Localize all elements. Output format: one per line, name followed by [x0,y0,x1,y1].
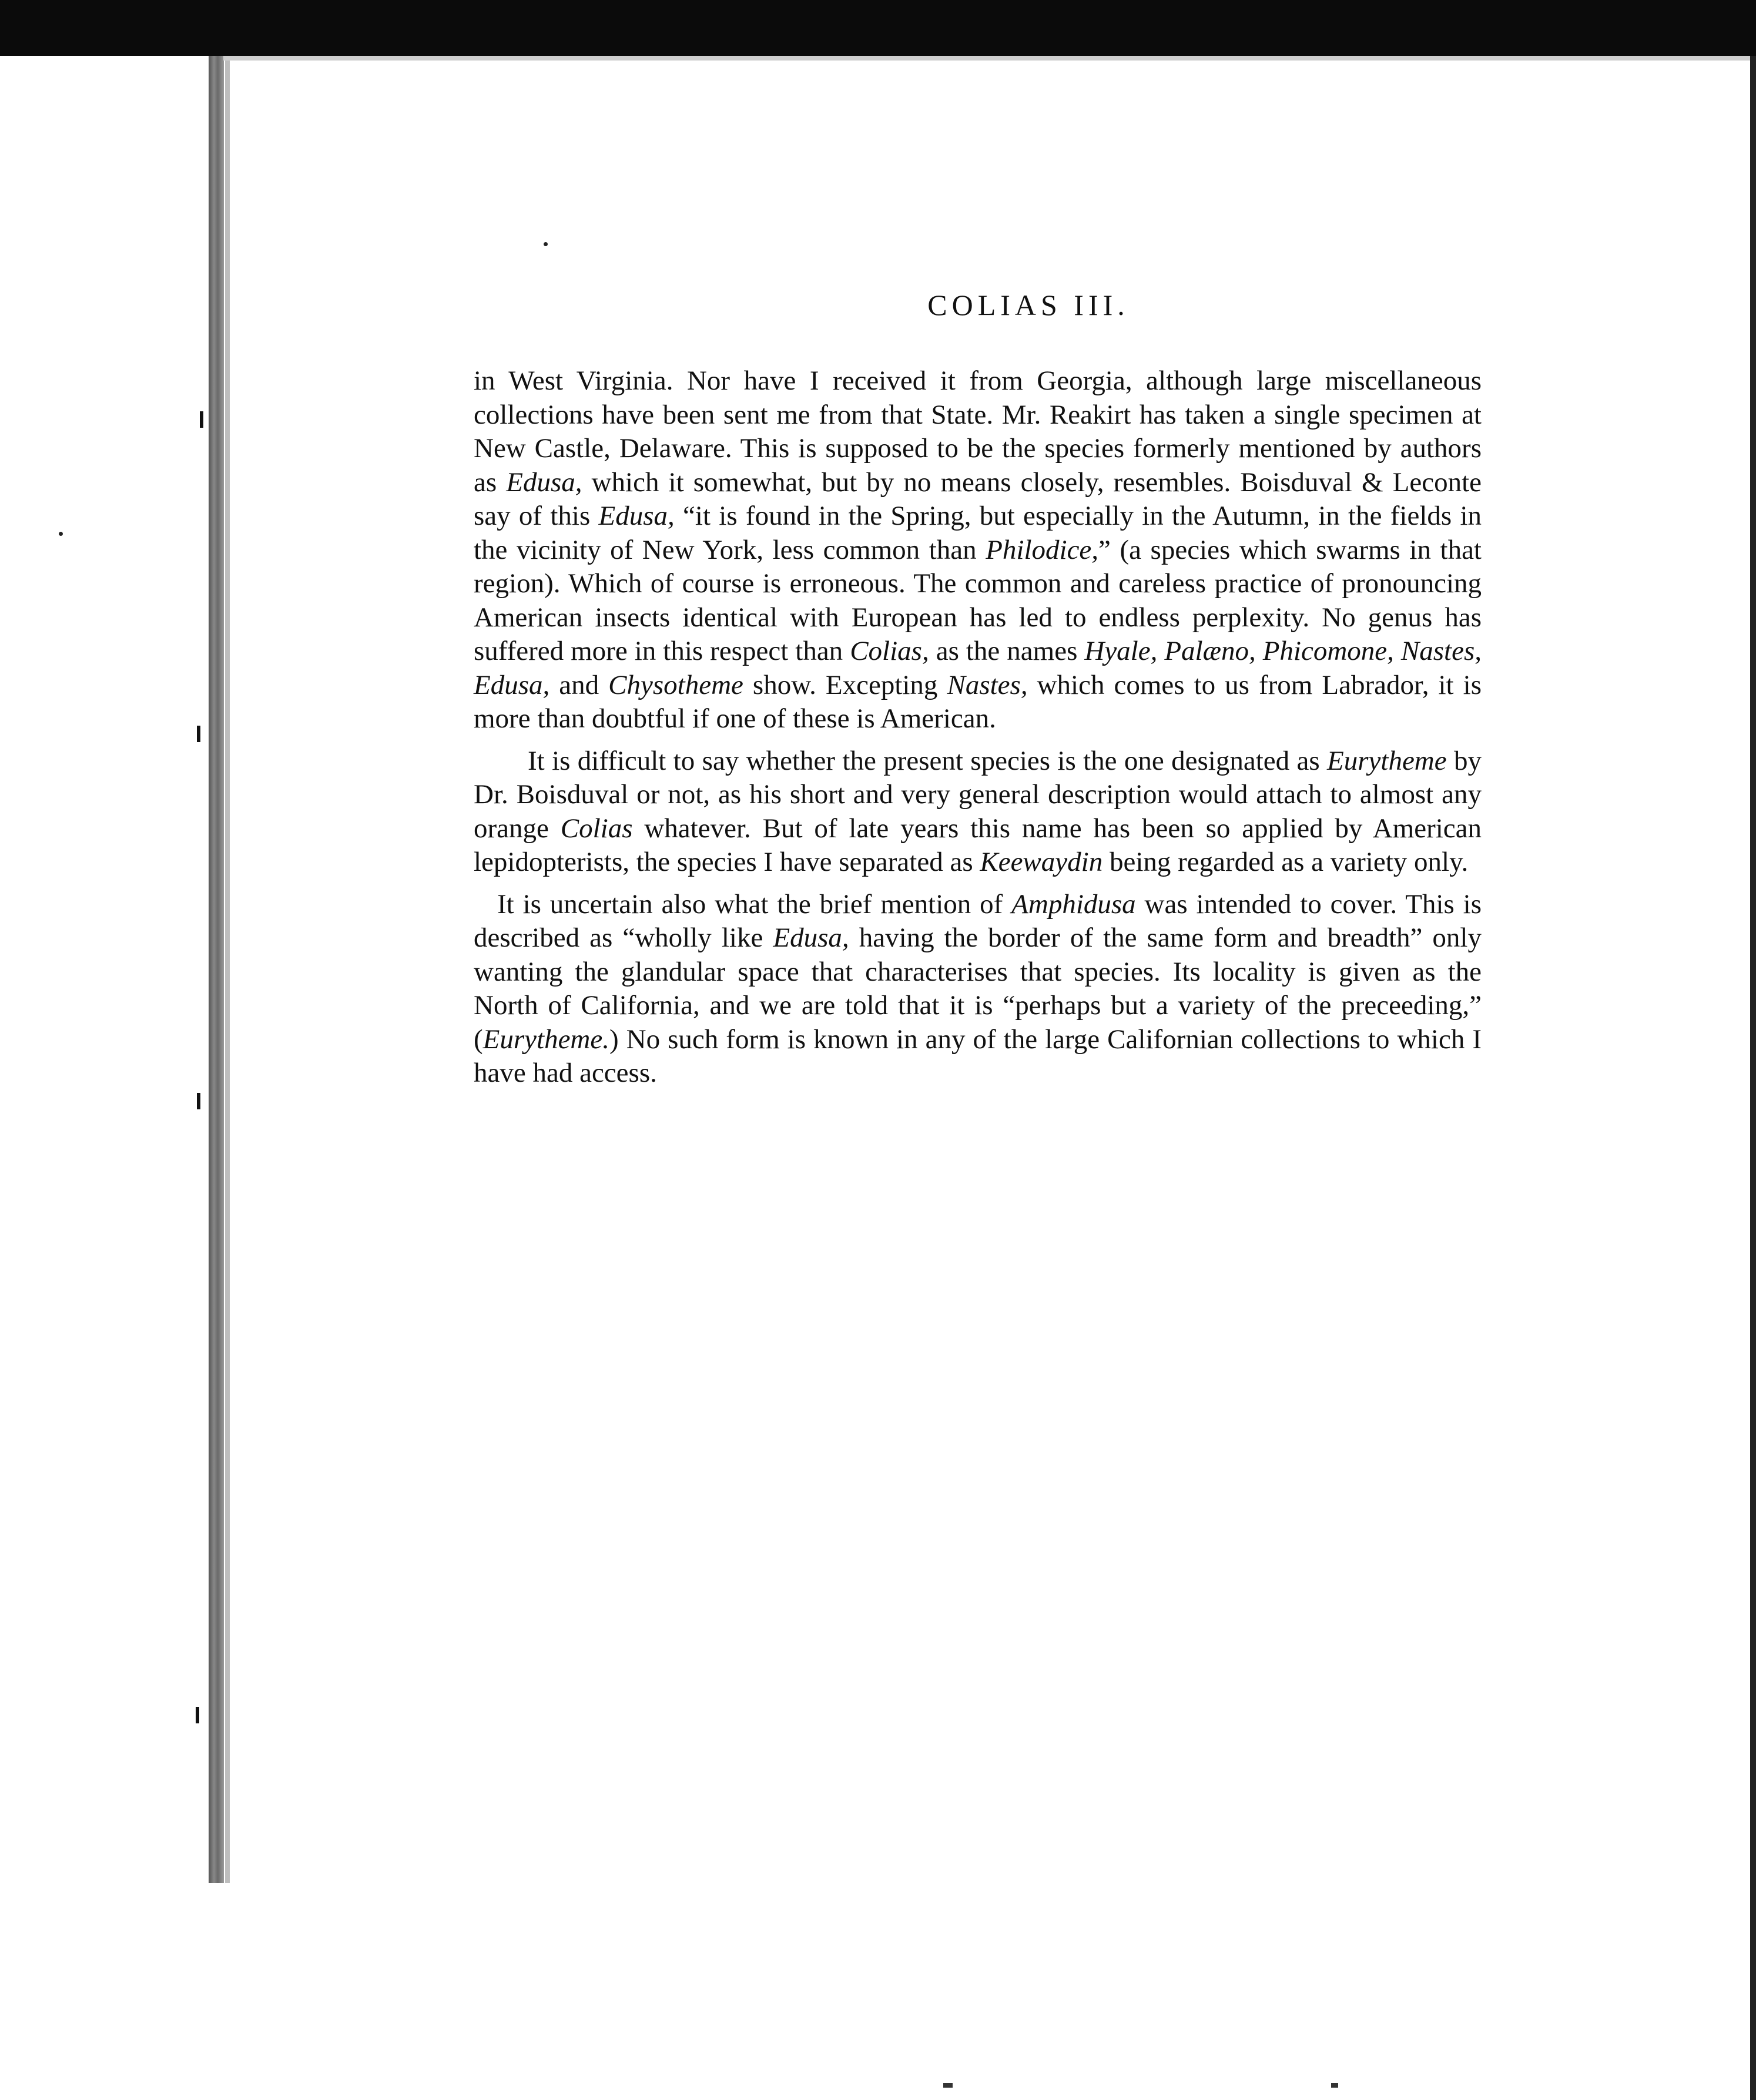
text-run: which it somewhat, but by no means closely, resembles. Boisduval & Leconte say of this [474,467,1482,531]
scan-speck [544,242,548,246]
italic-term: Colias [560,813,633,844]
text-run: It is uncertain also what the brief mention of [497,888,1012,920]
italic-term: Edusa, [506,467,582,498]
scan-speck [59,532,63,536]
text-run: as the names [929,636,1085,666]
body-text [474,364,1482,1091]
italic-term: Nastes, [947,669,1028,700]
italic-term: Edusa, [773,922,849,953]
text-run: was intended to cover. This is described as “wholly like [474,888,1482,953]
text-run: ) No such form is known in any of the large Californian collections to which I have had access. [474,1024,1482,1088]
paragraph [474,364,1482,736]
text-run: and [549,669,609,700]
text-run: “it is found in the Spring, but especially in the Autumn, in the fields in the vicinity of New York, less common than [474,501,1482,565]
scan-top-border [0,0,1756,56]
text-run: show. Excepting [743,669,947,700]
italic-term: Hyale, Palæno, Phicomone, Nastes, Edusa, [474,636,1482,700]
italic-term: Philodice, [986,534,1099,565]
text-run: whatever. But of late years this name has been so applied by American lepidopterists, the species I have separated as [474,813,1482,877]
text-run: which comes to us from Labrador, it is more than doubtful if one of these is American. [474,669,1482,734]
italic-term: Edusa, [598,501,675,531]
left-margin [0,56,203,2100]
italic-term: Eurytheme [1327,745,1447,776]
book-spine-edge [225,56,230,1883]
book-spine-shadow [209,56,224,1883]
italic-term: Eurytheme. [482,1024,609,1055]
scan-mark [200,411,203,428]
page-right-edge [1750,56,1756,2100]
italic-term: Amphidusa [1011,888,1136,920]
text-run: in West Virginia. Nor have I received it from Georgia, although large miscellaneous collections have been sent me from that State. Mr. Reakirt has taken a single specimen at New Castle, Delaware. This is supposed to be the species formerly mentioned by authors as [474,365,1482,498]
scan-mark [197,726,200,742]
scan-mark [196,1707,199,1723]
paragraph [474,888,1482,1091]
scan-smudge [943,2083,953,2088]
text-run: It is difficult to say whether the present species is the one designated as [528,745,1328,776]
scan-mark [197,1093,200,1109]
italic-term: Chysotheme [608,669,743,700]
italic-term: Keewaydin [980,847,1103,877]
text-run: being regarded as a variety only. [1102,847,1469,877]
page-top-edge [223,56,1751,61]
text-run: ” (a species which swarms in that region). Which of course is erroneous. The common and careless practice of pronouncing American insects identical with European has led to endless perplexity. No genus has suffered more in this respect than [474,534,1482,666]
italic-term: Colias, [850,636,929,666]
text-run: having the border of the same form and breadth” only wanting the glandular space that characterises that species. Its locality is given as the North of California, and we are told that it is “perhaps but a variety of the preceeding,” ( [474,922,1482,1055]
text-run: by Dr. Boisduval or not, as his short and very general description would attach to almost any orange [474,745,1482,844]
scan-smudge [1331,2083,1338,2088]
paragraph [474,744,1482,880]
running-head: COLIAS III. [927,289,1130,321]
